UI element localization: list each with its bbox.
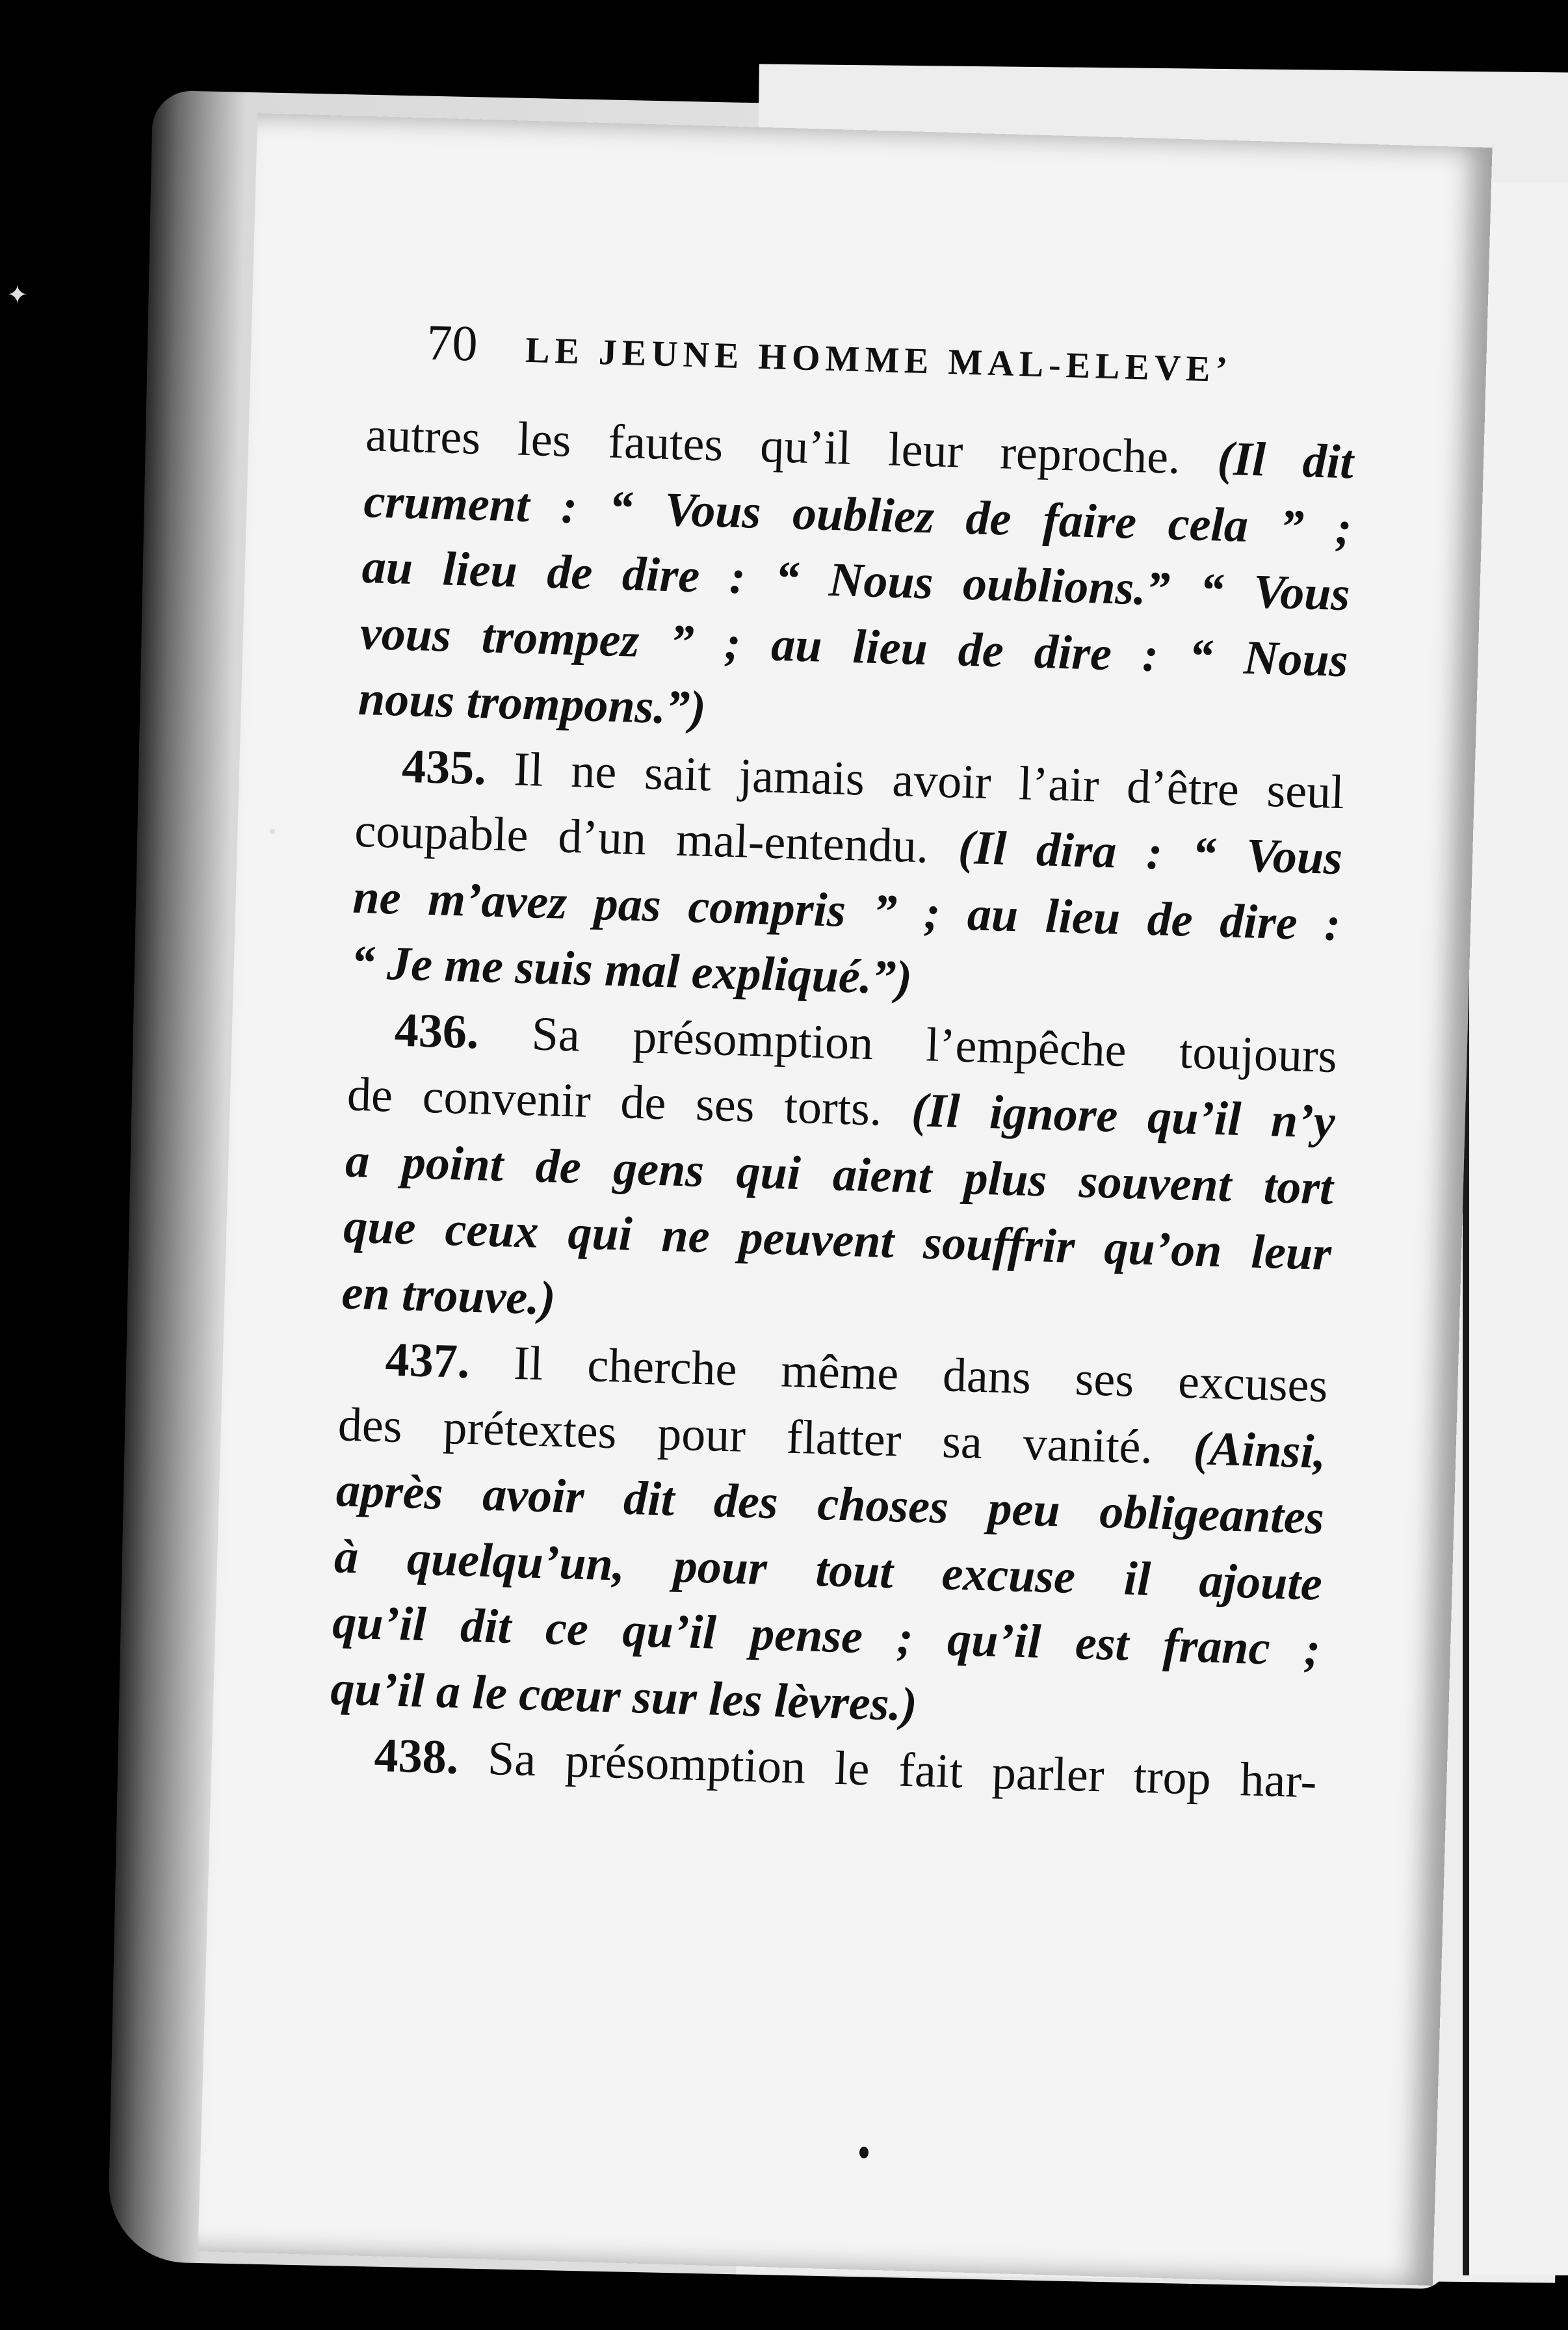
text-line: 437. Il cherche même dans ses excuses [384,1333,1329,1413]
page-header [426,313,1441,400]
text-line: à quelqu’un, pour tout excuse il ajoute [333,1529,1323,1611]
text-line: qu’il a le cœur sur les lèvres.) [330,1661,918,1731]
ink-speck [859,2147,869,2158]
text-line: de convenir de ses torts. (Il ignore qu’il n’y [346,1067,1336,1149]
text-line: a point de gens qui aient plus souvent tort [345,1134,1334,1215]
text-line: au lieu de dire : “ Nous oublions.” “ Vous [361,540,1351,622]
text-line: 435. Il ne sait jamais avoir l’air d’être seul [401,739,1345,819]
text-line: que ceux qui ne peuvent souffrir qu’on leur [343,1199,1333,1281]
ink-speck [270,829,275,834]
text-line: vous trompez ” ; au lieu de dire : “ Nous [359,606,1349,687]
page-number: 70 [426,313,478,372]
running-title: LE JEUNE HOMME MAL-ELEVE’ [525,330,1233,391]
paragraph-number: 435. [401,739,487,795]
text-line: ne m’avez pas compris ” ; au lieu de dire : [352,870,1342,951]
paragraph-number: 436. [393,1003,480,1059]
book-page [198,113,1492,2286]
margin-mark: ✦ [7,280,29,309]
text-line: coupable d’un mal-entendu. (Il dira : “ Vous [354,804,1344,885]
body-text [328,402,1354,1815]
text-line: qu’il dit ce qu’il pense ; qu’il est franc ; [332,1595,1322,1677]
text-line: 438. Sa présomption le fait parler trop har- [373,1729,1318,1809]
text-line: des prétextes pour flatter sa vanité. (Ainsi, [337,1397,1327,1479]
text-line: autres les fautes qu’il leur reproche. (Il dit [365,408,1355,490]
text-line: “ Je me suis mal expliqué.”) [350,936,913,1005]
text-line: nous trompons.”) [358,672,707,735]
text-line: après avoir dit des choses peu obligeantes [335,1463,1325,1545]
paragraph-number: 438. [373,1729,460,1785]
text-line: crument : “ Vous oubliez de faire cela ” ; [363,474,1353,555]
paragraph-number: 437. [384,1333,471,1389]
text-line: en trouve.) [341,1265,556,1326]
text-line: 436. Sa présomption l’empêche toujours [393,1003,1338,1083]
